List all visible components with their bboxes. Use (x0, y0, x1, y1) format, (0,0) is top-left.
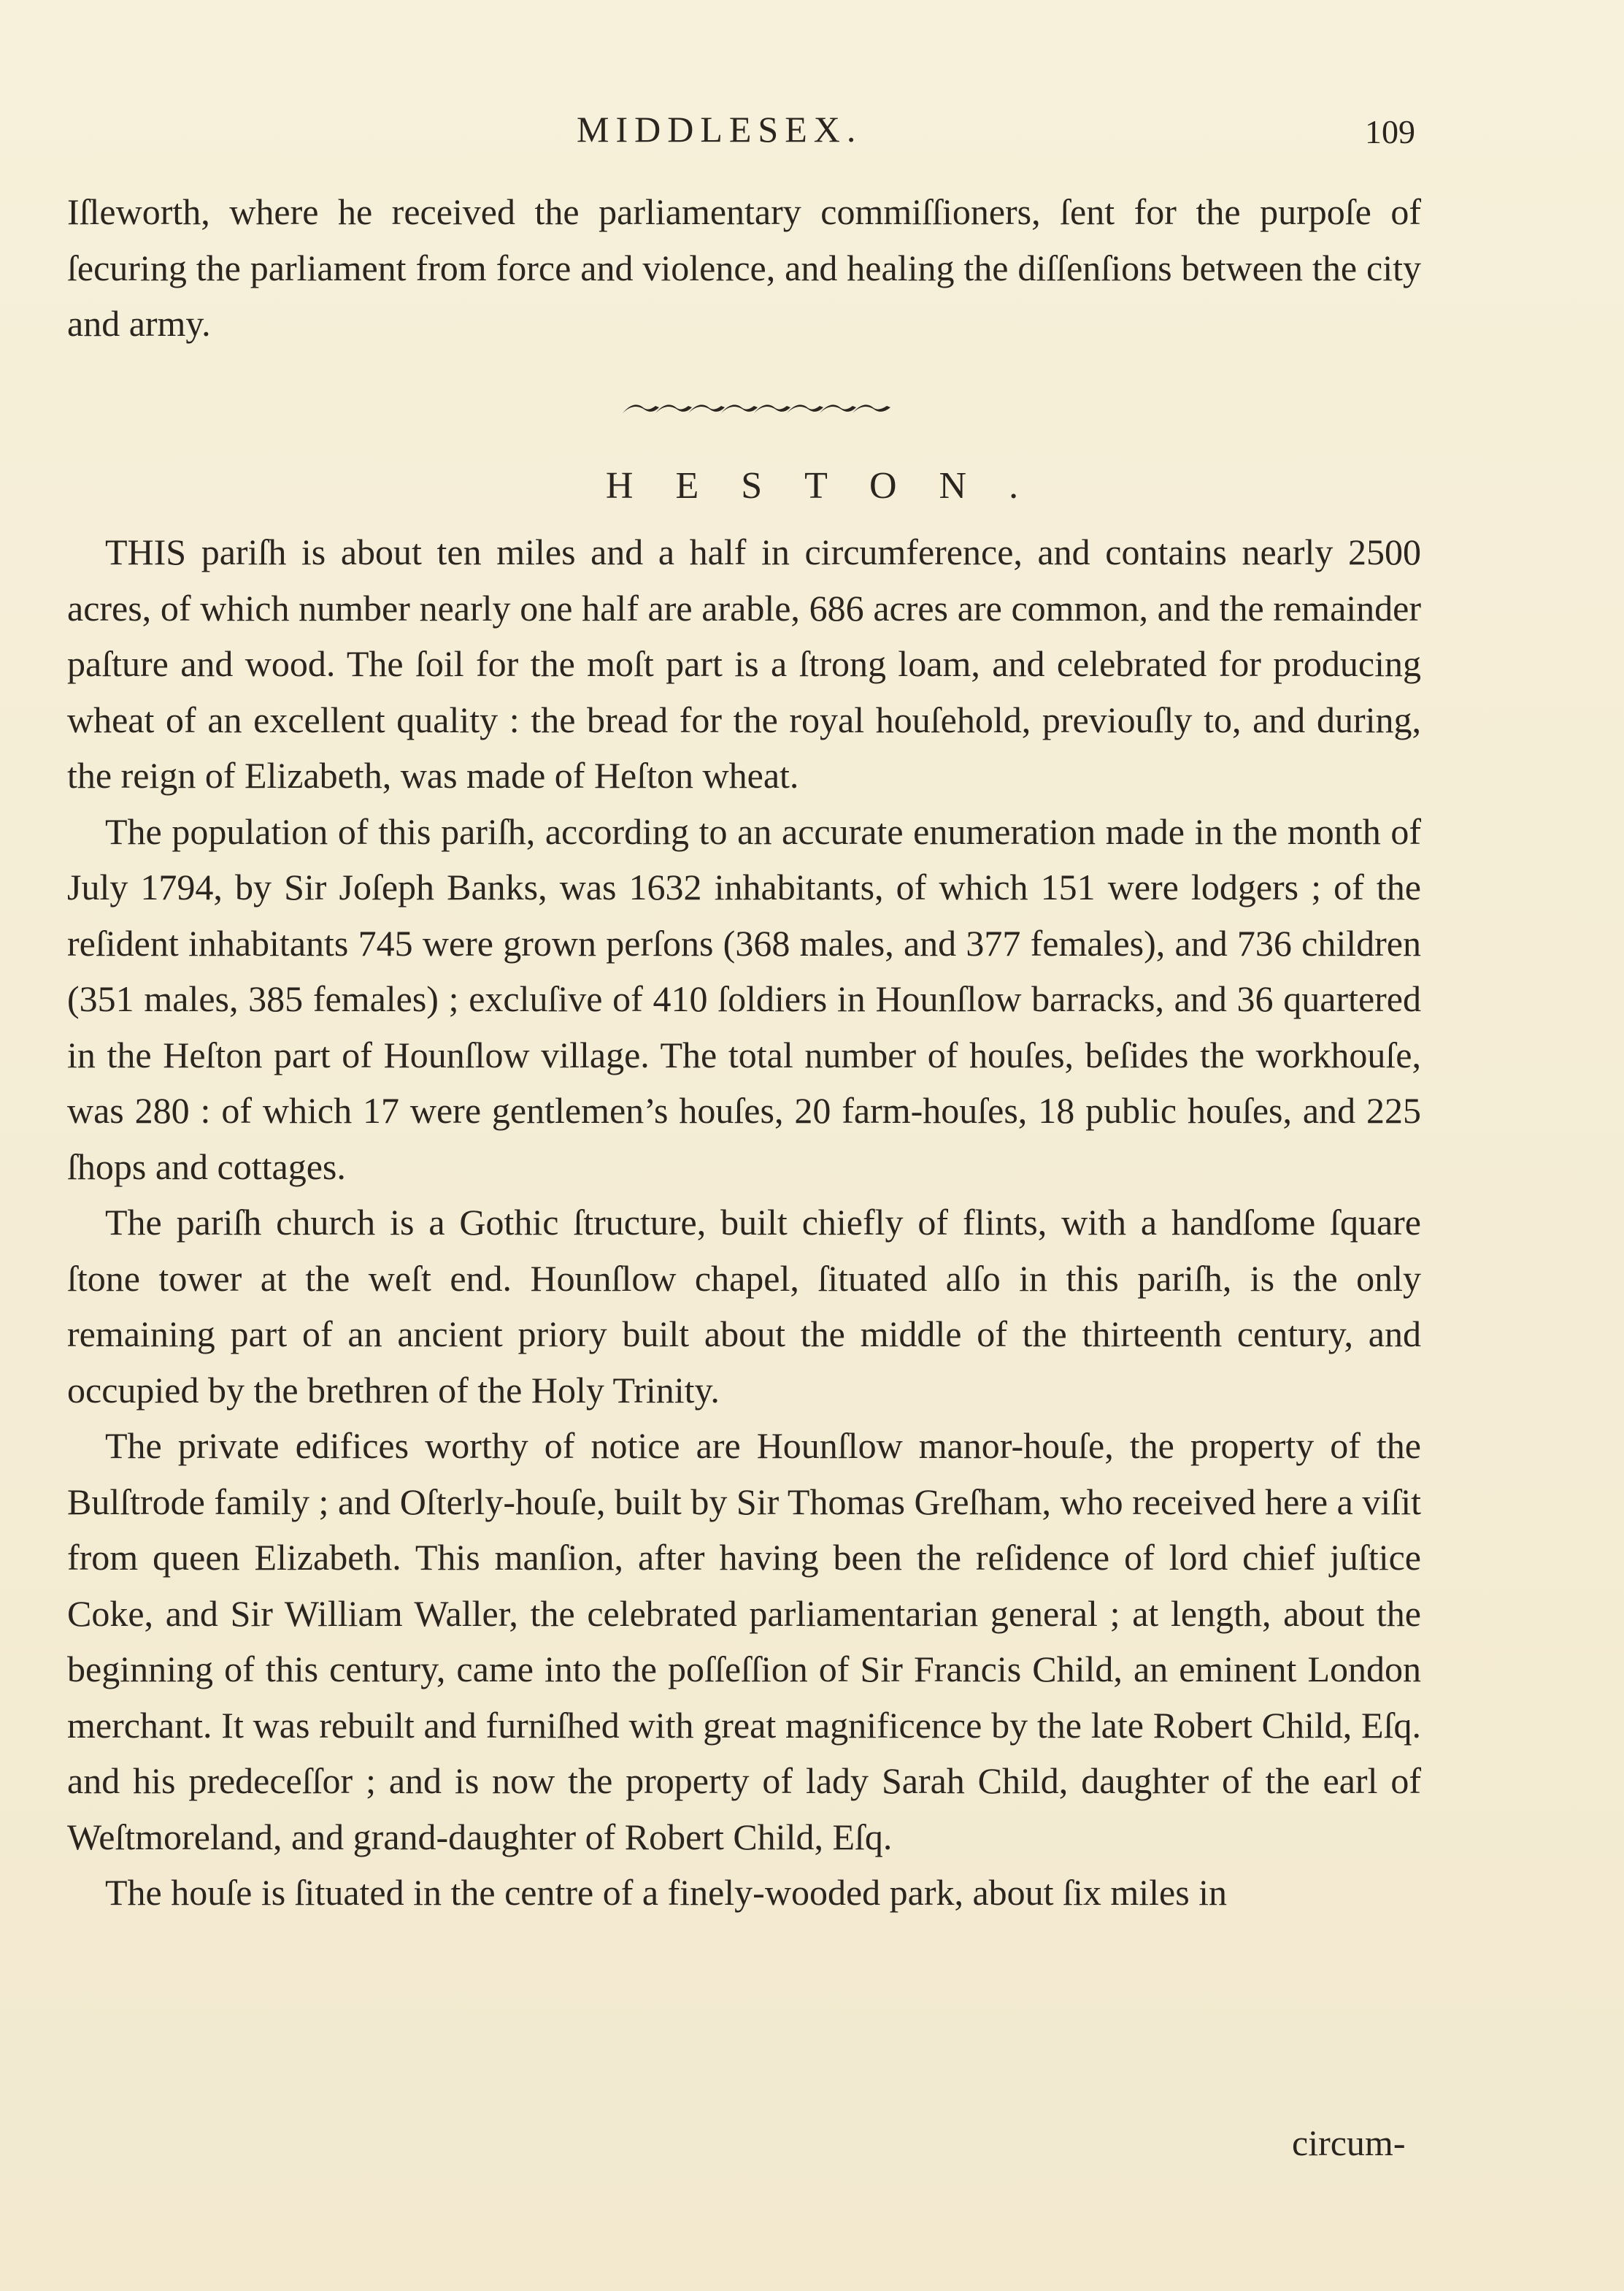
running-title: MIDDLESEX. (577, 109, 863, 150)
paragraph-soil: THIS pariſh is about ten miles and a half in circumference, and contains nearly 2500 acres, of which number nearly one half are arable, 686 acres are common, and the remainder paſture and wood. The ſoil for the moſt part is a ſtrong loam, and celebrated for producing wheat of an excellent quality : the bread for the royal houſehold, previouſly to, and during, the reign of Elizabeth, was made of Heſton wheat. (67, 532, 1421, 796)
paragraph-park: The houſe is ſituated in the centre of a finely-wooded park, about ſix miles in (105, 1872, 1228, 1913)
paragraph-edifices: The private edifices worthy of notice are Hounſlow manor-houſe, the property of the Bulſtrode family ; and Oſterly-houſe, built by Sir Thomas Greſham, who received here a viſit from queen Elizabeth. This manſion, after having been the reſidence of lord chief juſtice Coke, and Sir William Waller, the celebrated parliamentarian general ; at length, about the beginning of this century, came into the poſſeſſion of Sir Francis Child, an eminent London merchant. It was rebuilt and furniſhed with great magnificence by the late Robert Child, Eſq. and his predeceſſor ; and is now the property of lady Sarah Child, daughter of the earl of Weſtmoreland, and grand-daughter of Robert Child, Eſq. (67, 1425, 1421, 1857)
page-header (0, 108, 1624, 166)
intro-paragraph: Iſleworth, where he received the parliamentary commiſſioners, ſent for the purpoſe of ſecuring the parliament from force and violence, and healing the diſſenſions between the city and army. (67, 191, 1421, 344)
page-number: 109 (1365, 113, 1415, 150)
section-heading: HESTON. (605, 465, 1061, 507)
paragraph-population: The population of this pariſh, according to an accurate enumeration made in the month of July 1794, by Sir Joſeph Banks, was 1632 inhabitants, of which 151 were lodgers ; of the reſident inhabitants 745 were grown perſons (368 males, and 377 females), and 736 children (351 males, 385 females) ; excluſive of 410 ſoldiers in Hounſlow barracks, and 36 quartered in the Heſton part of Hounſlow village. The total number of houſes, beſides the workhouſe, was 280 : of which 17 were gentlemen’s houſes, 20 farm-houſes, 18 public houſes, and 225 ſhops and cottages. (67, 810, 1421, 1187)
intro-paragraph-block (67, 184, 1421, 352)
section-body (67, 524, 1421, 1921)
catchword: circum- (1292, 2122, 1406, 2163)
ornament-divider-icon (619, 399, 896, 421)
paragraph-church: The pariſh church is a Gothic ſtructure, built chiefly of flints, with a handſome ſquare ſtone tower at the weſt end. Hounſlow chapel, ſituated alſo in this pariſh, is the only remaining part of an ancient priory built about the middle of the thirteenth century, and occupied by the brethren of the Holy Trinity. (67, 1202, 1421, 1411)
